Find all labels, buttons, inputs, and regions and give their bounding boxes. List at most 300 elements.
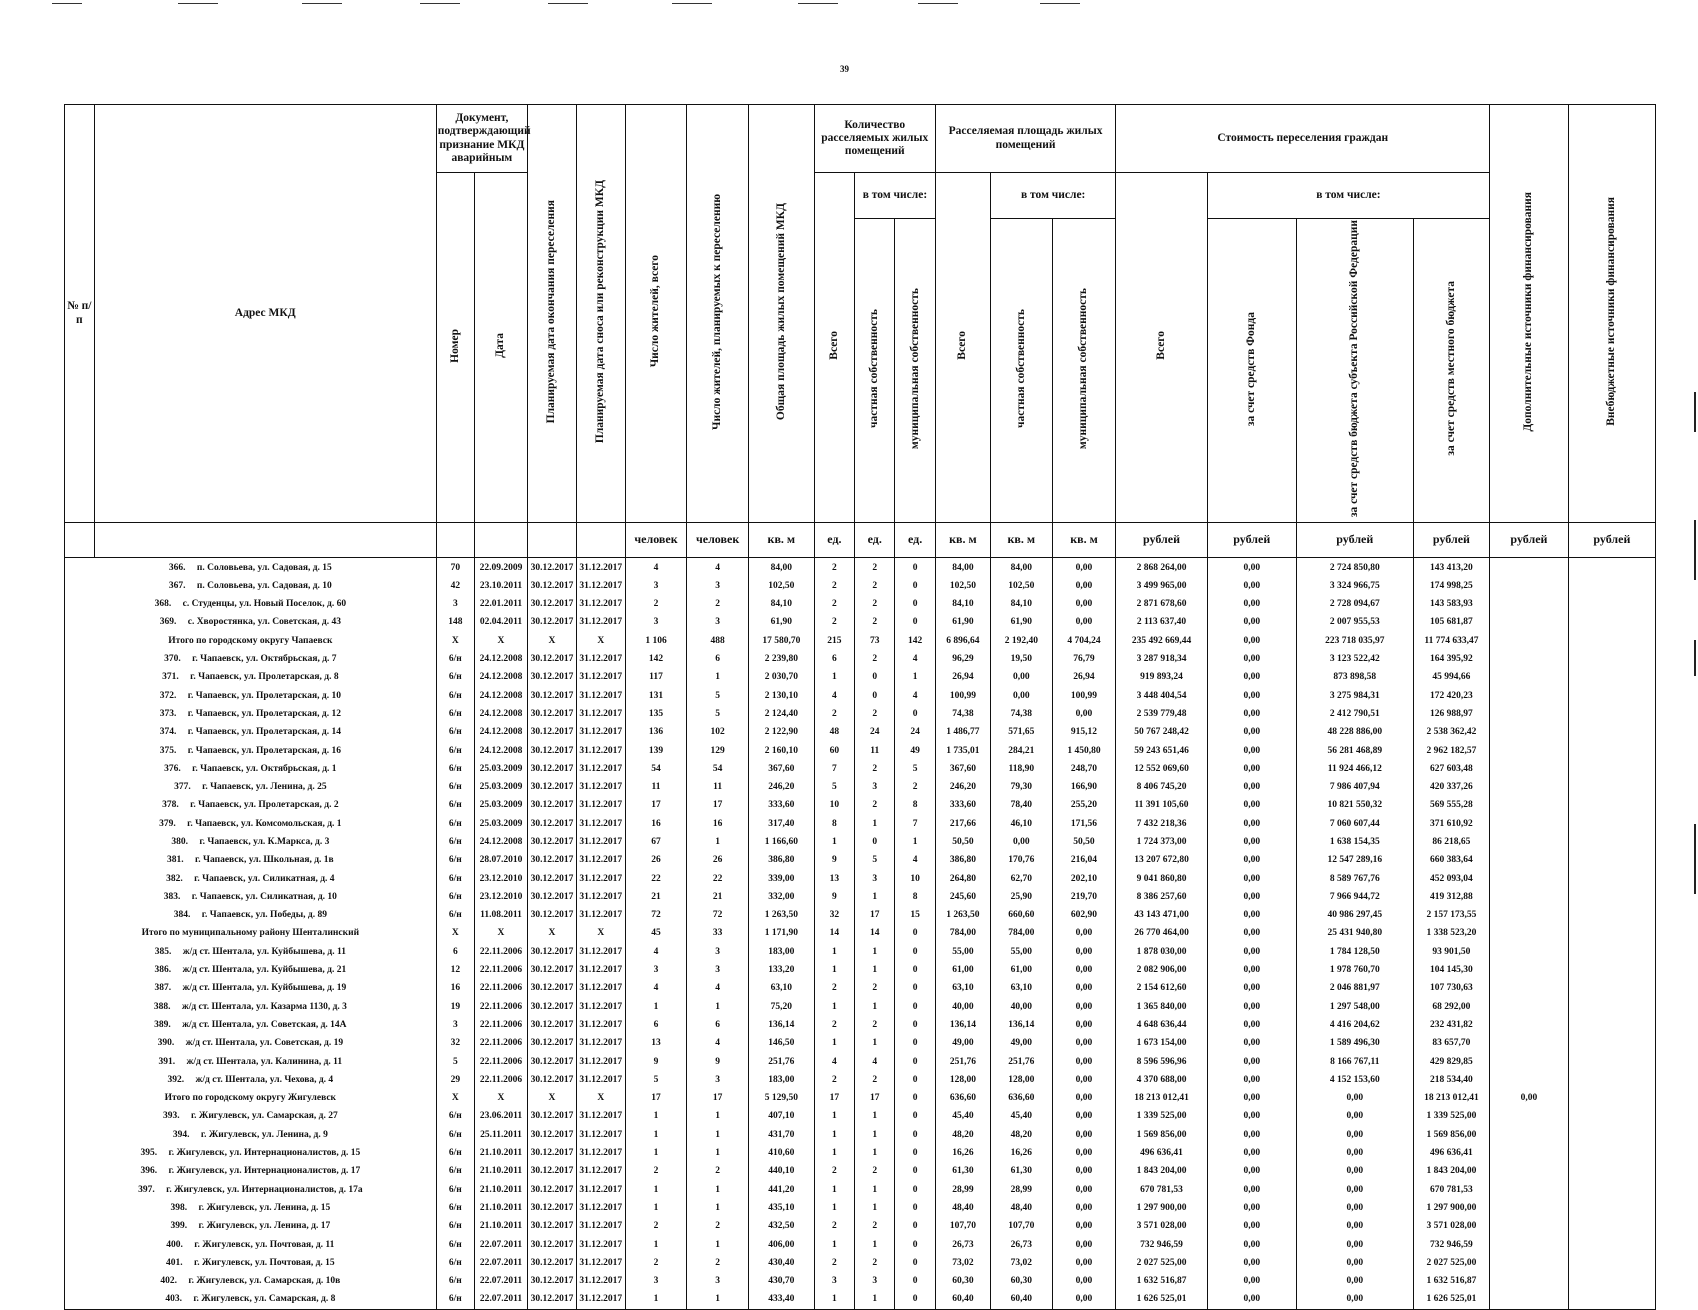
cell-r1: 1 106: [625, 632, 687, 650]
cell-ap: 61,90: [991, 613, 1053, 631]
cell-area: 407,10: [748, 1107, 814, 1125]
cell-am: 0,00: [1052, 1144, 1116, 1162]
cell-d2: 31.12.2017: [576, 979, 625, 997]
cell-area: 332,00: [748, 888, 814, 906]
cell-co: [1568, 778, 1655, 796]
cell-r2: 1: [687, 1199, 749, 1217]
address-text: г. Чапаевск, ул. Комсомольская, д. 1: [187, 818, 342, 829]
cell-area: 84,00: [748, 558, 814, 577]
cell-r1: 3: [625, 577, 687, 595]
cell-a: 84,10: [935, 595, 990, 613]
address-text: с. Хворостянка, ул. Советская, д. 43: [187, 617, 341, 628]
cell-a: 50,50: [935, 833, 990, 851]
cell-num: 6/н: [436, 796, 474, 814]
address-text: ж/д ст. Шентала, ул. Советская, д. 14А: [182, 1019, 347, 1030]
cell-ap: 61,30: [991, 1162, 1053, 1180]
cell-ap: 60,30: [991, 1272, 1053, 1290]
cell-cl: 143 413,20: [1413, 558, 1489, 577]
cell-cl: 164 395,92: [1413, 650, 1489, 668]
cell-ap: 62,70: [991, 869, 1053, 887]
address-cell: [65, 686, 437, 704]
col-total-area-header: Общая площадь жилых помещений МКД: [748, 105, 814, 523]
cell-area: 251,76: [748, 1052, 814, 1070]
cell-area: 2 124,40: [748, 705, 814, 723]
col-cost-local-header: за счет средств местного бюджета: [1413, 219, 1489, 523]
cell-d1: 30.12.2017: [528, 1199, 577, 1217]
unit-cell: ед.: [814, 523, 854, 558]
cell-d1: 30.12.2017: [528, 1235, 577, 1253]
cell-co: [1568, 1272, 1655, 1290]
table-row: [65, 1272, 1656, 1290]
cell-am: 76,79: [1052, 650, 1116, 668]
address-cell: [65, 723, 437, 741]
cell-kp: 17: [855, 906, 895, 924]
row-number: 386.: [154, 965, 172, 976]
col-number-header: № п/п: [65, 105, 95, 523]
cell-k: 2: [814, 558, 854, 577]
cell-ca: [1490, 979, 1569, 997]
address-text: г. Чапаевск, ул. Пролетарская, д. 16: [187, 745, 341, 756]
cell-cf: 0,00: [1207, 760, 1296, 778]
cell-co: [1568, 906, 1655, 924]
cell-cf: 0,00: [1207, 668, 1296, 686]
cell-r1: 1: [625, 1180, 687, 1198]
cell-cl: 627 603,48: [1413, 760, 1489, 778]
cell-d2: 31.12.2017: [576, 741, 625, 759]
cell-a: 102,50: [935, 577, 990, 595]
cell-kp: 2: [855, 613, 895, 631]
cell-am: 602,90: [1052, 906, 1116, 924]
cell-ca: [1490, 1034, 1569, 1052]
cell-num: 6: [436, 943, 474, 961]
unit-cell: рублей: [1207, 523, 1296, 558]
cell-kp: 2: [855, 1217, 895, 1235]
table-row: [65, 1162, 1656, 1180]
cell-ca: [1490, 613, 1569, 631]
cell-r2: 1: [687, 1144, 749, 1162]
address-cell: [65, 998, 437, 1016]
cell-k: 2: [814, 1162, 854, 1180]
cell-ca: [1490, 1162, 1569, 1180]
cell-cf: 0,00: [1207, 1126, 1296, 1144]
table-body: [65, 558, 1656, 1309]
table-row: [65, 943, 1656, 961]
cell-area: 410,60: [748, 1144, 814, 1162]
cell-r2: 3: [687, 1071, 749, 1089]
address-text: г. Чапаевск, ул. Октябрьская, д. 7: [192, 654, 337, 665]
cell-ap: 170,76: [991, 851, 1053, 869]
col-cost-total-header: Всего: [1116, 173, 1207, 523]
col-rooms-group-header: Количество расселяемых жилых помещений: [814, 105, 935, 173]
cell-k: 9: [814, 851, 854, 869]
cell-c: 8 386 257,60: [1116, 888, 1207, 906]
cell-c: 2 027 525,00: [1116, 1254, 1207, 1272]
cell-r2: 2: [687, 1162, 749, 1180]
cell-cl: 1 339 525,00: [1413, 1107, 1489, 1125]
cell-kp: 2: [855, 650, 895, 668]
cell-d2: 31.12.2017: [576, 1162, 625, 1180]
cell-ap: 46,10: [991, 815, 1053, 833]
cell-kp: 2: [855, 979, 895, 997]
address-cell: [65, 1107, 437, 1125]
cell-num: 6/н: [436, 741, 474, 759]
cell-ap: 0,00: [991, 668, 1053, 686]
cell-k: 2: [814, 577, 854, 595]
cell-cf: 0,00: [1207, 577, 1296, 595]
cell-a: 1 263,50: [935, 906, 990, 924]
cell-num: 70: [436, 558, 474, 577]
cell-k: 3: [814, 1272, 854, 1290]
address-text: г. Чапаевск, ул. Пролетарская, д. 10: [187, 690, 341, 701]
cell-c: 59 243 651,46: [1116, 741, 1207, 759]
address-cell: [65, 741, 437, 759]
cell-cr: 48 228 886,00: [1296, 723, 1413, 741]
unit-cell: рублей: [1296, 523, 1413, 558]
address-text: г. Жигулевск, ул. Интернационалистов, д. 15: [168, 1148, 361, 1159]
cell-km: 0: [895, 577, 935, 595]
cell-km: 0: [895, 1254, 935, 1272]
cell-date: 22.07.2011: [474, 1235, 527, 1253]
cell-num: 6/н: [436, 723, 474, 741]
cell-r2: 3: [687, 943, 749, 961]
cell-d1: 30.12.2017: [528, 558, 577, 577]
cell-ca: [1490, 1180, 1569, 1198]
row-number: 384.: [173, 910, 191, 921]
address-cell: [65, 869, 437, 887]
cell-km: 0: [895, 1235, 935, 1253]
cell-ca: 0,00: [1490, 1089, 1569, 1107]
cell-date: 22.01.2011: [474, 595, 527, 613]
cell-d1: 30.12.2017: [528, 595, 577, 613]
cell-cr: 7 986 407,94: [1296, 778, 1413, 796]
cell-a: 48,40: [935, 1199, 990, 1217]
cell-c: 50 767 248,42: [1116, 723, 1207, 741]
cell-cr: 0,00: [1296, 1272, 1413, 1290]
cell-c: 43 143 471,00: [1116, 906, 1207, 924]
cell-area: 102,50: [748, 577, 814, 595]
cell-k: 7: [814, 760, 854, 778]
cell-area: 406,00: [748, 1235, 814, 1253]
cell-a: 264,80: [935, 869, 990, 887]
cell-c: 11 391 105,60: [1116, 796, 1207, 814]
cell-am: 255,20: [1052, 796, 1116, 814]
cell-area: 183,00: [748, 1071, 814, 1089]
cell-cr: 3 275 984,31: [1296, 686, 1413, 704]
cell-area: 2 122,90: [748, 723, 814, 741]
cell-cf: 0,00: [1207, 1144, 1296, 1162]
cell-date: 28.07.2010: [474, 851, 527, 869]
cell-k: 2: [814, 1071, 854, 1089]
cell-am: 0,00: [1052, 1254, 1116, 1272]
cell-co: [1568, 577, 1655, 595]
row-number: 391.: [158, 1056, 176, 1067]
cell-co: [1568, 833, 1655, 851]
cell-k: 2: [814, 705, 854, 723]
cell-k: 1: [814, 1144, 854, 1162]
cell-r2: 1: [687, 668, 749, 686]
cell-date: Х: [474, 924, 527, 942]
cell-cf: 0,00: [1207, 632, 1296, 650]
cell-area: 386,80: [748, 851, 814, 869]
cell-d1: 30.12.2017: [528, 888, 577, 906]
cell-r1: 16: [625, 815, 687, 833]
cell-d2: 31.12.2017: [576, 650, 625, 668]
cell-r1: 135: [625, 705, 687, 723]
cell-r2: 72: [687, 906, 749, 924]
cell-d2: 31.12.2017: [576, 888, 625, 906]
cell-d1: 30.12.2017: [528, 741, 577, 759]
cell-d2: 31.12.2017: [576, 558, 625, 577]
cell-kp: 1: [855, 1126, 895, 1144]
cell-km: 0: [895, 1180, 935, 1198]
cell-r2: 4: [687, 558, 749, 577]
cell-cr: 2 412 790,51: [1296, 705, 1413, 723]
unit-cell: рублей: [1568, 523, 1655, 558]
cell-c: 919 893,24: [1116, 668, 1207, 686]
cell-co: [1568, 632, 1655, 650]
cell-cf: 0,00: [1207, 613, 1296, 631]
cell-date: 23.12.2010: [474, 869, 527, 887]
cell-r2: 17: [687, 796, 749, 814]
cell-cl: 1 632 516,87: [1413, 1272, 1489, 1290]
cell-d1: 30.12.2017: [528, 1162, 577, 1180]
cell-num: 6/н: [436, 888, 474, 906]
cell-r2: 4: [687, 979, 749, 997]
row-number: 383.: [163, 891, 181, 902]
row-number: 399.: [170, 1221, 188, 1232]
cell-a: 96,29: [935, 650, 990, 668]
col-rooms-municipal-header: муниципальная собственность: [895, 219, 935, 523]
cell-a: 367,60: [935, 760, 990, 778]
cell-r1: 1: [625, 1126, 687, 1144]
cell-a: 84,00: [935, 558, 990, 577]
row-number: 373.: [159, 708, 177, 719]
cell-kp: 24: [855, 723, 895, 741]
col-cost-regional-header: за счет средств бюджета субъекта Российской Федерации: [1296, 219, 1413, 523]
cell-r2: 6: [687, 650, 749, 668]
col-area-incl-header: в том числе:: [991, 173, 1116, 219]
address-cell: [65, 1162, 437, 1180]
cell-c: 13 207 672,80: [1116, 851, 1207, 869]
cell-ap: 16,26: [991, 1144, 1053, 1162]
address-cell: [65, 1034, 437, 1052]
cell-am: 0,00: [1052, 961, 1116, 979]
cell-co: [1568, 851, 1655, 869]
cell-r1: 1: [625, 998, 687, 1016]
cell-cf: 0,00: [1207, 1071, 1296, 1089]
cell-r1: 4: [625, 943, 687, 961]
row-number: 393.: [162, 1111, 180, 1122]
cell-d1: 30.12.2017: [528, 1107, 577, 1125]
col-area-private-header: частная собственность: [991, 219, 1053, 523]
table-row: [65, 778, 1656, 796]
cell-r2: 21: [687, 888, 749, 906]
address-cell: [65, 1052, 437, 1070]
cell-date: 11.08.2011: [474, 906, 527, 924]
cell-date: Х: [474, 632, 527, 650]
cell-cl: 1 626 525,01: [1413, 1290, 1489, 1309]
col-cost-fund-header: за счет средств Фонда: [1207, 219, 1296, 523]
cell-cr: 2 007 955,53: [1296, 613, 1413, 631]
cell-d2: Х: [576, 924, 625, 942]
cell-num: 6/н: [436, 1144, 474, 1162]
cell-cf: 0,00: [1207, 998, 1296, 1016]
cell-r2: 6: [687, 1016, 749, 1034]
cell-num: 6/н: [436, 1235, 474, 1253]
cell-k: 2: [814, 595, 854, 613]
cell-c: 1 632 516,87: [1116, 1272, 1207, 1290]
row-number: 375.: [159, 745, 177, 756]
cell-c: 2 868 264,00: [1116, 558, 1207, 577]
cell-kp: 1: [855, 1290, 895, 1309]
cell-kp: 3: [855, 869, 895, 887]
cell-area: 136,14: [748, 1016, 814, 1034]
table-row: [65, 1180, 1656, 1198]
cell-am: 219,70: [1052, 888, 1116, 906]
cell-cf: 0,00: [1207, 723, 1296, 741]
cell-cl: 660 383,64: [1413, 851, 1489, 869]
cell-cf: 0,00: [1207, 815, 1296, 833]
cell-kp: 2: [855, 1016, 895, 1034]
cell-ap: 79,30: [991, 778, 1053, 796]
cell-r1: 67: [625, 833, 687, 851]
cell-d2: 31.12.2017: [576, 1235, 625, 1253]
cell-co: [1568, 1034, 1655, 1052]
row-number: 397.: [138, 1184, 155, 1195]
cell-co: [1568, 1089, 1655, 1107]
cell-r2: 1: [687, 1235, 749, 1253]
table-row: [65, 723, 1656, 741]
table-row: [65, 998, 1656, 1016]
cell-cl: 2 962 182,57: [1413, 741, 1489, 759]
unit-cell: кв. м: [748, 523, 814, 558]
cell-c: 3 448 404,54: [1116, 686, 1207, 704]
cell-cr: 3 123 522,42: [1296, 650, 1413, 668]
cell-d2: 31.12.2017: [576, 869, 625, 887]
cell-cr: 1 784 128,50: [1296, 943, 1413, 961]
cell-cl: 429 829,85: [1413, 1052, 1489, 1070]
table-row: [65, 1052, 1656, 1070]
cell-c: 3 287 918,34: [1116, 650, 1207, 668]
cell-date: 22.11.2006: [474, 961, 527, 979]
cell-d2: 31.12.2017: [576, 851, 625, 869]
cell-cr: 2 724 850,80: [1296, 558, 1413, 577]
cell-d1: 30.12.2017: [528, 723, 577, 741]
row-number: 374.: [159, 727, 177, 738]
cell-ca: [1490, 632, 1569, 650]
cell-am: 0,00: [1052, 1071, 1116, 1089]
cell-am: 0,00: [1052, 1089, 1116, 1107]
cell-cl: 172 420,23: [1413, 686, 1489, 704]
cell-km: 5: [895, 760, 935, 778]
cell-num: 3: [436, 595, 474, 613]
cell-a: 246,20: [935, 778, 990, 796]
cell-cl: 2 027 525,00: [1413, 1254, 1489, 1272]
table-row: [65, 1034, 1656, 1052]
address-text: г. Чапаевск, ул. Силикатная, д. 10: [191, 891, 337, 902]
cell-r1: 136: [625, 723, 687, 741]
cell-cr: 7 060 607,44: [1296, 815, 1413, 833]
cell-km: 4: [895, 851, 935, 869]
cell-co: [1568, 595, 1655, 613]
cell-r2: 3: [687, 577, 749, 595]
cell-k: 4: [814, 1052, 854, 1070]
table-row: [65, 613, 1656, 631]
table-row: [65, 686, 1656, 704]
cell-k: 1: [814, 1235, 854, 1253]
cell-c: 235 492 669,44: [1116, 632, 1207, 650]
cell-cf: 0,00: [1207, 796, 1296, 814]
cell-cr: 10 821 550,32: [1296, 796, 1413, 814]
cell-r2: 129: [687, 741, 749, 759]
address-text: г. Жигулевск, ул. Почтовая, д. 11: [194, 1239, 335, 1250]
address-cell: [65, 668, 437, 686]
cell-num: 6/н: [436, 869, 474, 887]
table-row: [65, 851, 1656, 869]
address-cell: [65, 632, 437, 650]
cell-c: 7 432 218,36: [1116, 815, 1207, 833]
cell-kp: 0: [855, 686, 895, 704]
cell-cl: 18 213 012,41: [1413, 1089, 1489, 1107]
cell-co: [1568, 686, 1655, 704]
cell-ca: [1490, 577, 1569, 595]
address-text: г. Чапаевск, ул. Победы, д. 89: [201, 910, 327, 921]
cell-ca: [1490, 869, 1569, 887]
cell-ca: [1490, 1107, 1569, 1125]
cell-d1: Х: [528, 632, 577, 650]
subtotal-row: [65, 632, 1656, 650]
cell-r2: 1: [687, 833, 749, 851]
row-number: 369.: [159, 617, 177, 628]
cell-ap: 48,20: [991, 1126, 1053, 1144]
cell-area: 440,10: [748, 1162, 814, 1180]
address-text: г. Чапаевск, ул. Ленина, д. 25: [202, 782, 327, 793]
table-row: [65, 1107, 1656, 1125]
address-cell: [65, 705, 437, 723]
cell-r2: 1: [687, 1180, 749, 1198]
address-cell: [65, 796, 437, 814]
cell-r2: 11: [687, 778, 749, 796]
cell-num: 6/н: [436, 833, 474, 851]
cell-d2: 31.12.2017: [576, 1034, 625, 1052]
cell-d2: 31.12.2017: [576, 778, 625, 796]
cell-kp: 1: [855, 1199, 895, 1217]
cell-co: [1568, 650, 1655, 668]
cell-cl: 93 901,50: [1413, 943, 1489, 961]
address-text: п. Соловьева, ул. Садовая, д. 15: [196, 562, 332, 573]
cell-a: 784,00: [935, 924, 990, 942]
cell-cf: 0,00: [1207, 1016, 1296, 1034]
cell-co: [1568, 796, 1655, 814]
cell-k: 60: [814, 741, 854, 759]
cell-ca: [1490, 961, 1569, 979]
cell-cf: 0,00: [1207, 1254, 1296, 1272]
cell-cr: 25 431 940,80: [1296, 924, 1413, 942]
cell-area: 2 239,80: [748, 650, 814, 668]
cell-ca: [1490, 1217, 1569, 1235]
row-number: 400.: [166, 1239, 183, 1250]
cell-km: 0: [895, 979, 935, 997]
table-row: [65, 760, 1656, 778]
row-number: 385.: [154, 946, 172, 957]
cell-cf: 0,00: [1207, 1199, 1296, 1217]
cell-cr: 0,00: [1296, 1089, 1413, 1107]
cell-k: 1: [814, 1180, 854, 1198]
cell-cl: 105 681,87: [1413, 613, 1489, 631]
cell-a: 217,66: [935, 815, 990, 833]
cell-cl: 670 781,53: [1413, 1180, 1489, 1198]
address-text: г. Жигулевск, ул. Самарская, д. 10в: [188, 1276, 341, 1287]
